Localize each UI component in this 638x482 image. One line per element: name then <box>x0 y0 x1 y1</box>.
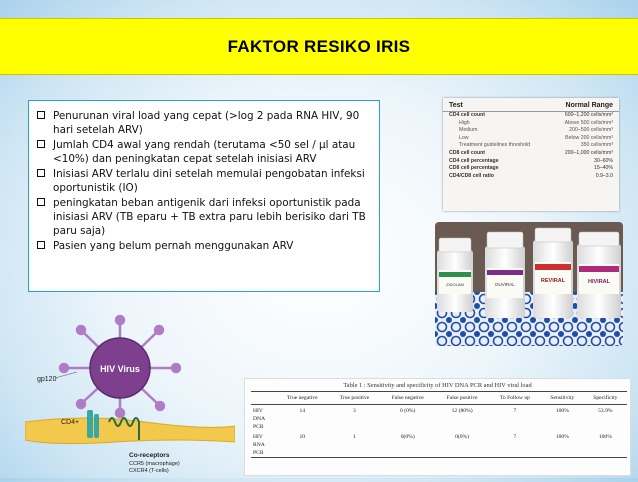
lab-row-value: Below 200 cells/mm³ <box>565 134 613 141</box>
checkbox-bullet-icon <box>37 241 45 249</box>
lab-header-test: Test <box>449 102 463 109</box>
risk-factor-box <box>28 100 380 292</box>
cd4-receptor <box>87 410 93 438</box>
risk-factor-item <box>37 109 373 137</box>
table-row <box>251 405 627 416</box>
table-cell <box>276 423 329 431</box>
risk-factor-text: Jumlah CD4 awal yang rendah (terutama <50 sel / µl atau <10%) dan peningkatan cepat setelah inisiasi ARV <box>53 139 356 165</box>
gp120-label: gp120 <box>37 376 57 383</box>
table-header-cell: Sensitivity <box>541 392 584 405</box>
table-cell <box>329 441 380 449</box>
checkbox-bullet-icon <box>37 140 45 148</box>
hiv-binding-diagram <box>25 310 235 478</box>
table-header-cell <box>251 392 276 405</box>
table-cell <box>489 415 541 423</box>
table-cell: 14 <box>299 408 306 414</box>
lab-row-label: High <box>459 119 470 126</box>
table-cell: 100% <box>555 408 569 414</box>
table-cell <box>541 441 584 449</box>
table-cell <box>489 423 541 431</box>
table-header-cell: To Follow up <box>489 392 541 405</box>
lab-row-label: CD8 cell count <box>449 149 486 156</box>
risk-factor-text: Pasien yang belum pernah menggunakan ARV <box>53 240 294 252</box>
table-cell <box>541 415 584 423</box>
table-cell: 53.9% <box>598 408 613 414</box>
table-cell: 12 (80%) <box>451 408 473 414</box>
risk-factor-item <box>37 138 373 166</box>
risk-factor-text: Inisiasi ARV terlalu dini setelah memulai pengobatan infeksi oportunistik (IO) <box>53 168 365 194</box>
row-label-cell: PCR <box>251 449 276 458</box>
lab-row-label: CD4 cell count <box>449 112 486 118</box>
bottle-label-3: REVIRAL <box>540 278 566 284</box>
table-cell <box>541 449 584 458</box>
table-cell <box>276 415 329 423</box>
sensitivity-table <box>251 391 627 458</box>
risk-factor-item <box>37 167 373 195</box>
lab-row-value: 350 cells/mm³ <box>580 142 613 149</box>
table-cell <box>380 415 435 423</box>
table-header-cell: True negative <box>276 392 329 405</box>
coreceptor-line-1: CCR5 (macrophage) <box>129 461 180 467</box>
table-cell: 7 <box>513 408 517 414</box>
checkbox-bullet-icon <box>37 111 45 119</box>
table-cell <box>435 415 488 423</box>
risk-factor-list <box>37 109 373 253</box>
coreceptor-line-2: CXCR4 (T-cells) <box>129 468 169 474</box>
table-cell <box>584 449 627 458</box>
bottle-label-1: ZIDOLAM <box>446 282 464 287</box>
table-body <box>251 405 627 458</box>
risk-factor-text: Penurunan viral load yang cepat (>log 2 pada RNA HIV, 90 hari setelah ARV) <box>53 110 360 136</box>
lab-reference-rows <box>443 112 619 180</box>
row-label-cell: RNA <box>253 442 265 448</box>
table-cell: 100% <box>555 434 569 440</box>
table-cell <box>584 441 627 449</box>
slide-title: FAKTOR RESIKO IRIS <box>227 36 411 56</box>
lab-row-label: CD4 cell percentage <box>449 157 499 164</box>
lab-reference-row <box>443 127 619 135</box>
table-row <box>251 423 627 431</box>
table-cell <box>584 415 627 423</box>
lab-row-label: CD4/CD8 cell ratio <box>449 172 494 179</box>
table-cell: 0(0%) <box>455 434 470 440</box>
table-cell <box>541 423 584 431</box>
lab-reference-row <box>443 173 619 181</box>
table-cell: 7 <box>513 434 517 440</box>
risk-factor-item <box>37 239 373 253</box>
table-cell <box>329 415 380 423</box>
table-cell <box>489 441 541 449</box>
table-cell: 3 <box>353 408 356 414</box>
lab-row-value: 15–40% <box>593 165 613 172</box>
table-cell <box>276 449 329 458</box>
table-cell <box>380 423 435 431</box>
checkbox-bullet-icon <box>37 169 45 177</box>
lab-row-label: Treatment guidelines threshold <box>459 142 531 149</box>
table-header-cell: Specificity <box>584 392 627 405</box>
lab-row-value: 200–1,000 cells/mm³ <box>564 149 613 156</box>
table-row <box>251 441 627 449</box>
risk-factor-item <box>37 196 373 238</box>
risk-factor-text: peningkatan beban antigenik dari infeksi oportunistik pada inisiasi ARV (TB eparu + TB extra paru lebih berisiko dari TB paru saja) <box>53 197 366 237</box>
medication-bottles-illustration <box>435 222 623 346</box>
checkbox-bullet-icon <box>37 198 45 206</box>
cd4-label: CD4+ <box>61 419 80 426</box>
lab-row-value: 30–60% <box>593 157 613 164</box>
table-header-cell: False positive <box>435 392 488 405</box>
lab-row-label: Low <box>459 134 469 141</box>
table-cell: 1 <box>353 434 356 440</box>
table-header-cell: False negative <box>380 392 435 405</box>
table-cell <box>489 449 541 458</box>
table-cell <box>380 449 435 458</box>
table-caption: Table 1 : Sensitivity and specificity of HIV DNA PCR and HIV viral load <box>343 382 532 389</box>
table-header-row <box>251 392 627 405</box>
virus-label: HIV Virus <box>100 364 140 374</box>
lab-reference-header <box>443 98 619 112</box>
coreceptor-title: Co-receptors <box>129 452 170 459</box>
arv-medication-photo <box>435 222 623 346</box>
bottle-label-2: DUVIRAL <box>495 282 515 287</box>
lab-row-label: Medium <box>459 127 478 134</box>
lab-reference-row <box>443 112 619 120</box>
table-cell <box>435 423 488 431</box>
lab-reference-row <box>443 120 619 128</box>
lab-row-value: 0.9–3.0 <box>595 172 613 179</box>
table-cell <box>276 441 329 449</box>
lab-row-value: 600–1,200 cells/mm³ <box>564 112 613 118</box>
lab-reference-row <box>443 142 619 150</box>
row-label-cell: PCR <box>253 424 264 430</box>
table-cell: 0(0%) <box>400 434 415 440</box>
table-cell <box>435 441 488 449</box>
table-header-cell: True positive <box>329 392 380 405</box>
table-cell: 10 <box>299 434 306 440</box>
lab-row-label: CD8 cell percentage <box>449 165 499 172</box>
lab-reference-row <box>443 150 619 158</box>
lab-row-value: 200–500 cells/mm³ <box>569 127 613 134</box>
lab-reference-row <box>443 165 619 173</box>
table-cell <box>329 423 380 431</box>
table-row <box>251 415 627 423</box>
row-label-cell: HIV <box>253 408 263 414</box>
row-label-cell: DNA <box>253 416 266 422</box>
lab-reference-row <box>443 158 619 166</box>
table-cell: 100% <box>598 434 612 440</box>
row-label-cell: HIV <box>253 434 263 440</box>
table-cell <box>435 449 488 458</box>
lab-header-range: Normal Range <box>565 102 613 109</box>
table-row <box>251 431 627 441</box>
table-row <box>251 449 627 458</box>
table-cell <box>329 449 380 458</box>
lab-reference-row <box>443 135 619 143</box>
table-cell: 0 (0%) <box>400 408 416 414</box>
sensitivity-table-card <box>244 378 631 476</box>
bottle-label-4: HIVIRAL <box>588 279 610 285</box>
lab-reference-card <box>443 98 619 211</box>
lab-row-value: Above 500 cells/mm³ <box>564 119 613 126</box>
title-bar <box>0 18 638 75</box>
table-cell <box>380 441 435 449</box>
hiv-virus-illustration <box>25 310 235 478</box>
table-cell <box>584 423 627 431</box>
